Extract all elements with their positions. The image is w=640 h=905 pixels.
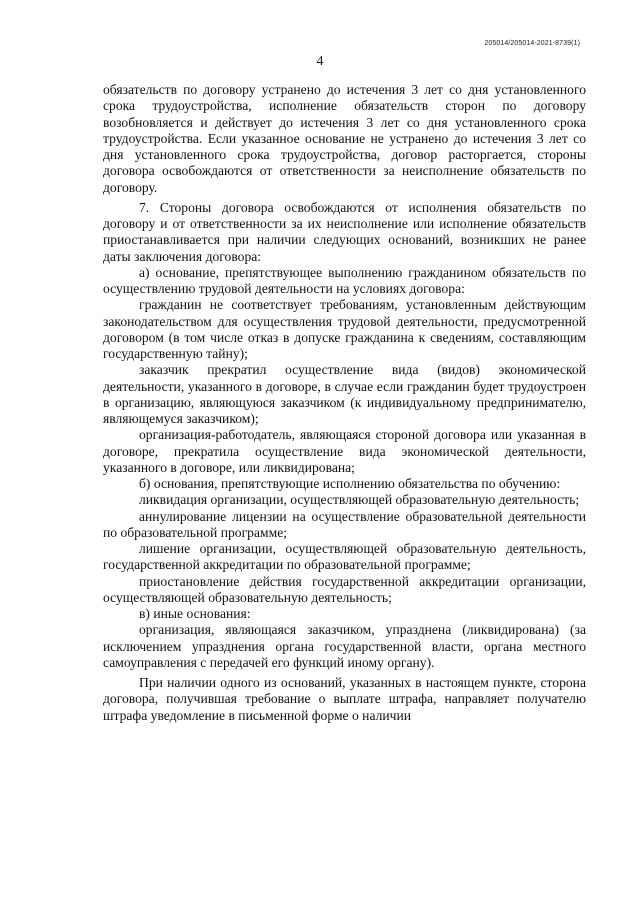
paragraph: лишение организации, осуществляющей образовательную деятельность, государственной аккредитации по образовательной программе; [103, 541, 586, 573]
paragraph: организация, являющаяся заказчиком, упразднена (ликвидирована) (за исключением упразднения органа государственной власти, органа местного самоуправления с передачей его функций иному органу). [103, 622, 586, 670]
paragraph: 7. Стороны договора освобождаются от исполнения обязательств по договору и от ответственности за их неисполнение или исполнение обязательств приостанавливается при наличии следующих оснований, возникших не ранее даты заключения договора: [103, 199, 586, 264]
document-body [103, 82, 586, 724]
paragraph: заказчик прекратил осуществление вида (видов) экономической деятельности, указанного в договоре, в случае если гражданин будет трудоустроен в организацию, являющуюся заказчиком (к индивидуальному предпринимателю, являющемуся заказчиком); [103, 362, 586, 426]
paragraph: ликвидация организации, осуществляющей образовательную деятельность; [139, 492, 580, 508]
paragraph: а) основание, препятствующее выполнению гражданином обязательств по осуществлению трудовой деятельности на условиях договора: [103, 264, 586, 296]
page-number: 4 [316, 54, 324, 69]
paragraph: гражданин не соответствует требованиям, установленным действующим законодательством для осуществления трудовой деятельности, предусмотренной договором (в том числе отказ в допуске гражданина к сведениям, составляющим государственную тайну); [103, 297, 586, 361]
paragraph: аннулирование лицензии на осуществление образовательной деятельности по образовательной программе; [103, 508, 586, 540]
paragraph: б) основания, препятствующие исполнению обязательства по обучению: [139, 476, 561, 491]
paragraph: организация-работодатель, являющаяся стороной договора или указанная в договоре, прекратила осуществление вида экономической деятельности, указанного в договоре, или ликвидирована; [103, 427, 586, 475]
document-code: 205014/205014-2021-8739(1) [484, 40, 580, 47]
paragraph: приостановление действия государственной аккредитации организации, осуществляющей образовательную деятельность; [103, 573, 586, 605]
paragraph: обязательств по договору устранено до истечения 3 лет со дня установленного срока трудоустройства, исполнение обязательств сторон по договору возобновляется и действует до истечения 3 лет со дня установленного срока трудоустройства. Если указанное основание не устранено до истечения 3 лет со дня установленного срока трудоустройства, договор расторгается, стороны договора освобождаются от ответственности за неисполнение обязательств по договору. [103, 82, 586, 195]
paragraph: в) иные основания: [139, 606, 251, 621]
paragraph: При наличии одного из оснований, указанных в настоящем пункте, сторона договора, получившая требование о выплате штрафа, направляет получателю штрафа уведомление в письменной форме о наличии [103, 675, 586, 723]
